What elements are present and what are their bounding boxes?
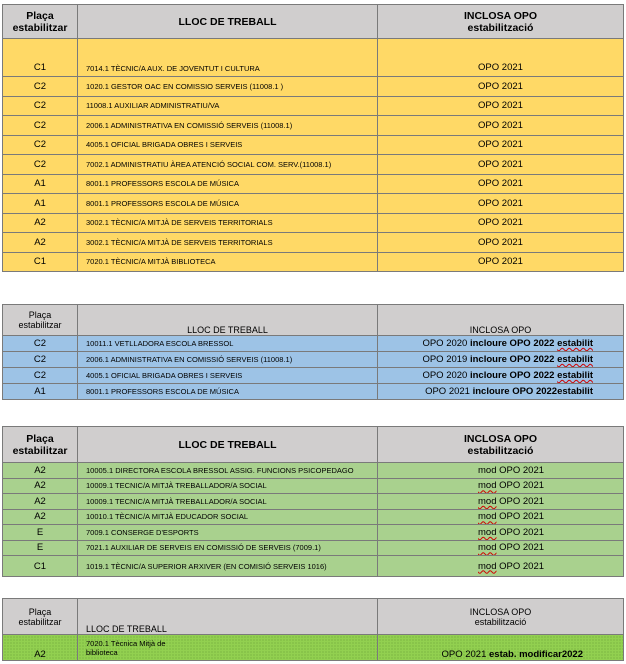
cell-placa: A2	[3, 213, 78, 233]
table-row	[3, 213, 624, 233]
cell-lloc: 3002.1 TÈCNIC/A MITJÀ DE SERVEIS TERRITORIALS	[78, 213, 378, 233]
opo-year: OPO 2021	[496, 480, 545, 492]
cell-placa: C2	[3, 116, 78, 136]
opo-year: OPO 2021	[496, 511, 545, 523]
mod-label: mod	[478, 542, 497, 554]
opo-note: incloure OPO 2022	[469, 338, 558, 349]
table-row	[3, 77, 624, 97]
cell-placa: A1	[3, 174, 78, 194]
header-placa: Plaça estabilitzar	[3, 305, 78, 336]
cell-inclosa	[378, 368, 624, 384]
table-row	[3, 194, 624, 214]
cell-placa: C2	[3, 77, 78, 97]
header-lloc: LLOC DE TREBALL	[78, 305, 378, 336]
cell-lloc: 3002.1 TÈCNIC/A MITJÀ DE SERVEIS TERRITORIALS	[78, 233, 378, 253]
header-inclosa: INCLOSA OPO estabilització	[378, 5, 624, 39]
opo-year: OPO 2020	[422, 370, 470, 381]
cell-inclosa	[378, 540, 624, 556]
mod-label: mod	[478, 526, 497, 538]
table-opo-2021	[2, 4, 624, 272]
table-row	[3, 494, 624, 510]
header-inclosa: INCLOSA OPO estabilització	[378, 427, 624, 463]
cell-placa: C2	[3, 368, 78, 384]
cell-lloc: 10005.1 DIRECTORA ESCOLA BRESSOL ASSIG. FUNCIONS PSICOPEDAGO	[78, 463, 378, 479]
cell-inclosa: OPO 2021	[378, 233, 624, 253]
cell-inclosa: OPO 2021	[378, 194, 624, 214]
cell-lloc: 4005.1 OFICIAL BRIGADA OBRES I SERVEIS	[78, 368, 378, 384]
cell-placa: E	[3, 540, 78, 556]
table-row	[3, 509, 624, 525]
cell-lloc: 8001.1 PROFESSORS ESCOLA DE MÚSICA	[78, 194, 378, 214]
cell-inclosa: OPO 2021	[378, 39, 624, 77]
header-lloc: LLOC DE TREBALL	[78, 427, 378, 463]
table-row	[3, 352, 624, 368]
mod-label: mod	[478, 480, 497, 492]
cell-inclosa	[378, 525, 624, 541]
table-header	[3, 305, 624, 336]
opo-year: OPO 2021	[496, 560, 545, 572]
cell-inclosa	[378, 509, 624, 525]
cell-lloc: 10010.1 TÈCNIC/A MITJÀ EDUCADOR SOCIAL	[78, 509, 378, 525]
cell-placa: A2	[3, 494, 78, 510]
table-opo-2022	[2, 304, 624, 400]
cell-lloc: 8001.1 PROFESSORS ESCOLA DE MÚSICA	[78, 384, 378, 400]
cell-placa: C2	[3, 155, 78, 175]
table-row	[3, 233, 624, 253]
opo-year: OPO 2021	[496, 542, 545, 554]
cell-placa: A2	[3, 463, 78, 479]
table-row	[3, 252, 624, 272]
cell-lloc: 1020.1 GESTOR OAC EN COMISSIO SERVEIS (11008.1 )	[78, 77, 378, 97]
cell-placa: A2	[3, 478, 78, 494]
cell-inclosa	[378, 336, 624, 352]
opo-year: OPO 2020	[422, 338, 470, 349]
cell-placa: A1	[3, 384, 78, 400]
table-mod-opo-2021	[2, 426, 624, 577]
opo-year: OPO 2021	[425, 386, 473, 397]
cell-lloc: 11008.1 AUXILIAR ADMINISTRATIU/VA	[78, 96, 378, 116]
cell-lloc: 8001.1 PROFESSORS ESCOLA DE MÚSICA	[78, 174, 378, 194]
cell-inclosa: OPO 2021	[378, 135, 624, 155]
cell-placa: A2	[3, 635, 78, 661]
header-placa: Plaça estabilitzar	[3, 5, 78, 39]
opo-estabilit: estabilit	[557, 338, 593, 349]
cell-lloc: 10011.1 VETLLADORA ESCOLA BRESSOL	[78, 336, 378, 352]
header-inclosa: INCLOSA OPO estabilització	[378, 599, 624, 635]
opo-year: OPO 2021	[496, 464, 545, 476]
cell-placa: C1	[3, 252, 78, 272]
table-row	[3, 478, 624, 494]
table-row	[3, 39, 624, 77]
table-row	[3, 336, 624, 352]
table-estab-modificar	[2, 598, 624, 661]
cell-placa: C1	[3, 556, 78, 577]
cell-placa: C2	[3, 96, 78, 116]
cell-placa: C2	[3, 352, 78, 368]
opo-note: incloure OPO 2022estabilit	[472, 386, 593, 397]
cell-inclosa: OPO 2021	[378, 96, 624, 116]
cell-placa: C1	[3, 39, 78, 77]
cell-lloc: 10009.1 TECNIC/A MITJÀ TREBALLADOR/A SOCIAL	[78, 478, 378, 494]
cell-inclosa: OPO 2021	[378, 116, 624, 136]
opo-year: OPO 2021	[496, 495, 545, 507]
cell-lloc: 7021.1 AUXILIAR DE SERVEIS EN COMISSIÓ DE SERVEIS (7009.1)	[78, 540, 378, 556]
cell-placa: C2	[3, 135, 78, 155]
cell-placa: A2	[3, 509, 78, 525]
cell-inclosa	[378, 556, 624, 577]
table-header	[3, 427, 624, 463]
cell-inclosa	[378, 463, 624, 479]
table-row	[3, 540, 624, 556]
cell-lloc: 2006.1 ADMINISTRATIVA EN COMISSIÓ SERVEIS (11008.1)	[78, 352, 378, 368]
mod-label: mod	[478, 495, 497, 507]
table-row	[3, 368, 624, 384]
table-row	[3, 116, 624, 136]
table-row	[3, 174, 624, 194]
header-lloc: LLOC DE TREBALL	[78, 5, 378, 39]
table-header	[3, 5, 624, 39]
cell-placa: C2	[3, 336, 78, 352]
cell-inclosa: OPO 2021	[378, 77, 624, 97]
header-inclosa: INCLOSA OPO	[378, 305, 624, 336]
cell-inclosa	[378, 384, 624, 400]
cell-lloc: 4005.1 OFICIAL BRIGADA OBRES I SERVEIS	[78, 135, 378, 155]
cell-lloc: 2006.1 ADMINISTRATIVA EN COMISSIÓ SERVEIS (11008.1)	[78, 116, 378, 136]
cell-lloc: 1019.1 TÈCNIC/A SUPERIOR ARXIVER (EN COMISIÓ SERVEIS 1016)	[78, 556, 378, 577]
cell-inclosa	[378, 635, 624, 661]
cell-inclosa: OPO 2021	[378, 252, 624, 272]
table-row	[3, 463, 624, 479]
cell-inclosa: OPO 2021	[378, 213, 624, 233]
cell-inclosa: OPO 2021	[378, 174, 624, 194]
table-row	[3, 96, 624, 116]
cell-placa: A2	[3, 233, 78, 253]
cell-placa: E	[3, 525, 78, 541]
header-lloc: LLOC DE TREBALL	[78, 599, 378, 635]
opo-estabilit: estabilit	[557, 370, 593, 381]
cell-inclosa	[378, 352, 624, 368]
cell-inclosa	[378, 494, 624, 510]
opo-year: OPO 2021	[441, 649, 489, 660]
opo-note: estab. modificar2022	[489, 649, 583, 660]
table-row	[3, 384, 624, 400]
cell-lloc: 10009.1 TECNIC/A MITJÀ TREBALLADOR/A SOCIAL	[78, 494, 378, 510]
opo-year: OPO 2019	[422, 354, 470, 365]
cell-inclosa	[378, 478, 624, 494]
table-row	[3, 155, 624, 175]
cell-lloc: 7020.1 Tècnica Mitjà de biblioteca	[78, 635, 378, 661]
table-row	[3, 135, 624, 155]
opo-estabilit: estabilit	[557, 354, 593, 365]
mod-label: mod	[478, 560, 497, 572]
mod-label: mod	[478, 511, 497, 523]
cell-lloc: 7020.1 TÈCNIC/A MITJÀ BIBLIOTECA	[78, 252, 378, 272]
table-row	[3, 525, 624, 541]
mod-label: mod	[478, 464, 497, 476]
header-placa: Plaça estabilitzar	[3, 427, 78, 463]
opo-note: incloure OPO 2022	[469, 354, 558, 365]
table-row	[3, 635, 624, 661]
cell-lloc: 7002.1 ADMINISTRATIU ÀREA ATENCIÓ SOCIAL COM. SERV.(11008.1)	[78, 155, 378, 175]
cell-lloc: 7009.1 CONSERGE D'ESPORTS	[78, 525, 378, 541]
header-placa: Plaça estabilitzar	[3, 599, 78, 635]
opo-note: incloure OPO 2022	[469, 370, 558, 381]
cell-inclosa: OPO 2021	[378, 155, 624, 175]
opo-year: OPO 2021	[496, 526, 545, 538]
cell-lloc: 7014.1 TÈCNIC/A AUX. DE JOVENTUT I CULTURA	[78, 39, 378, 77]
cell-placa: A1	[3, 194, 78, 214]
table-header	[3, 599, 624, 635]
table-row	[3, 556, 624, 577]
